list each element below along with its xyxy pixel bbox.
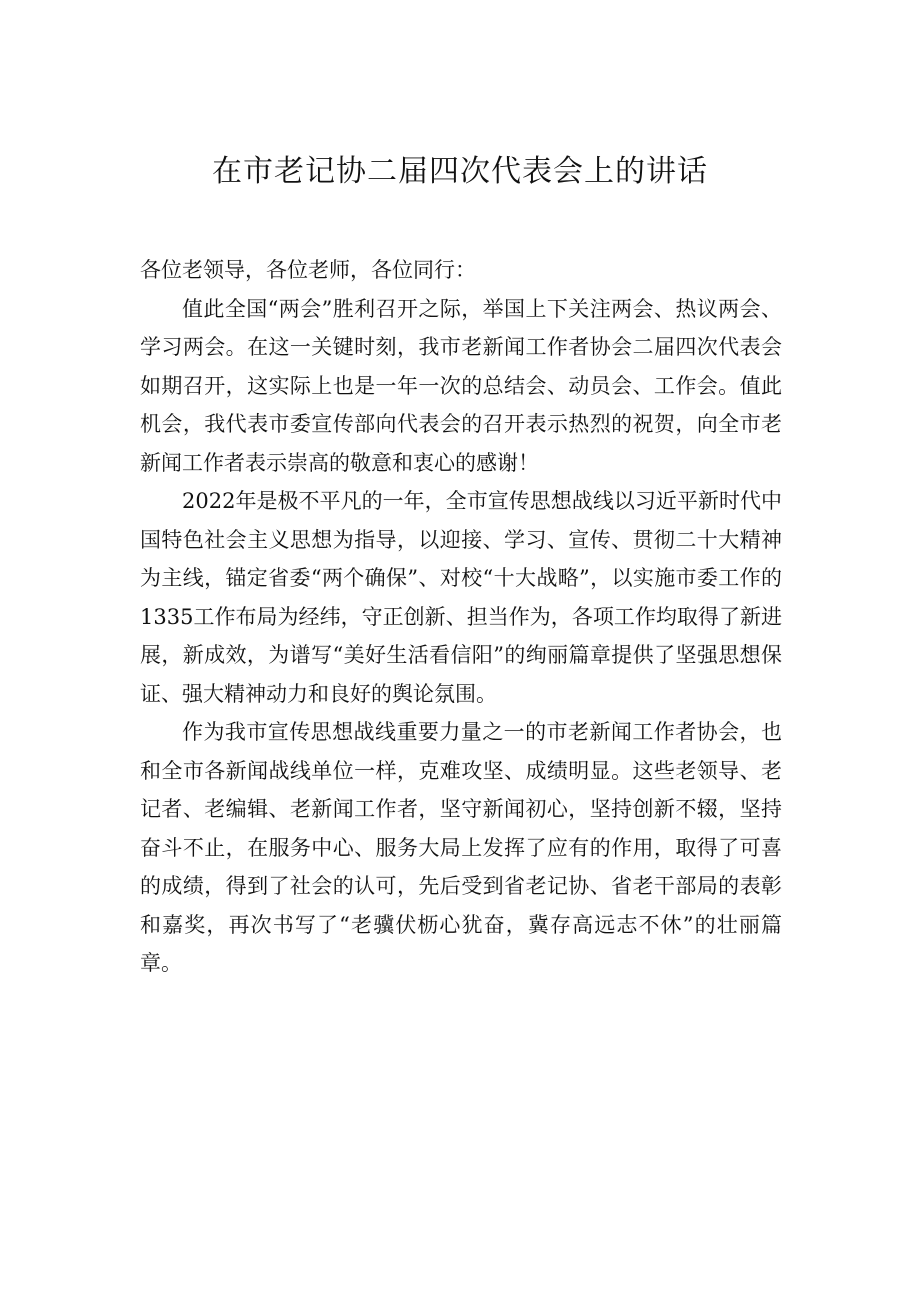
paragraph-2: 2022年是极不平凡的一年，全市宣传思想战线以习近平新时代中国特色社会主义思想为指导，以迎接、学习、宣传、贯彻二十大精神为主线，锚定省委“两个确保”、对校“十大战略”，以实施市委工作的1335工作布局为经纬，守正创新、担当作为，各项工作均取得了新进展，新成效，为谱写“美好生活看信阳”的绚丽篇章提供了坚强思想保证、强大精神动力和良好的舆论氛围。 (140, 489, 782, 706)
paragraph-3: 作为我市宣传思想战线重要力量之一的市老新闻工作者协会，也和全市各新闻战线单位一样，克难攻坚、成绩明显。这些老领导、老记者、老编辑、老新闻工作者，坚守新闻初心，坚持创新不辍，坚持奋斗不止，在服务中心、服务大局上发挥了应有的作用，取得了可喜的成绩，得到了社会的认可，先后受到省老记协、省老干部局的表彰和嘉奖，再次书写了“老骥伏枥心犹奋，冀存高远志不休”的壮丽篇章。 (140, 720, 782, 975)
document-title: 在市老记协二届四次代表会上的讲话 (212, 154, 708, 189)
paragraph-1: 值此全国“两会”胜利召开之际，举国上下关注两会、热议两会、学习两会。在这一关键时刻，我市老新闻工作者协会二届四次代表会如期召开，这实际上也是一年一次的总结会、动员会、工作会。值此机会，我代表市委宣传部向代表会的召开表示热烈的祝贺，向全市老新闻工作者表示崇高的敬意和衷心的感谢！ (140, 296, 782, 475)
salutation: 各位老领导，各位老师，各位同行： (140, 258, 476, 282)
document-body (140, 251, 782, 983)
